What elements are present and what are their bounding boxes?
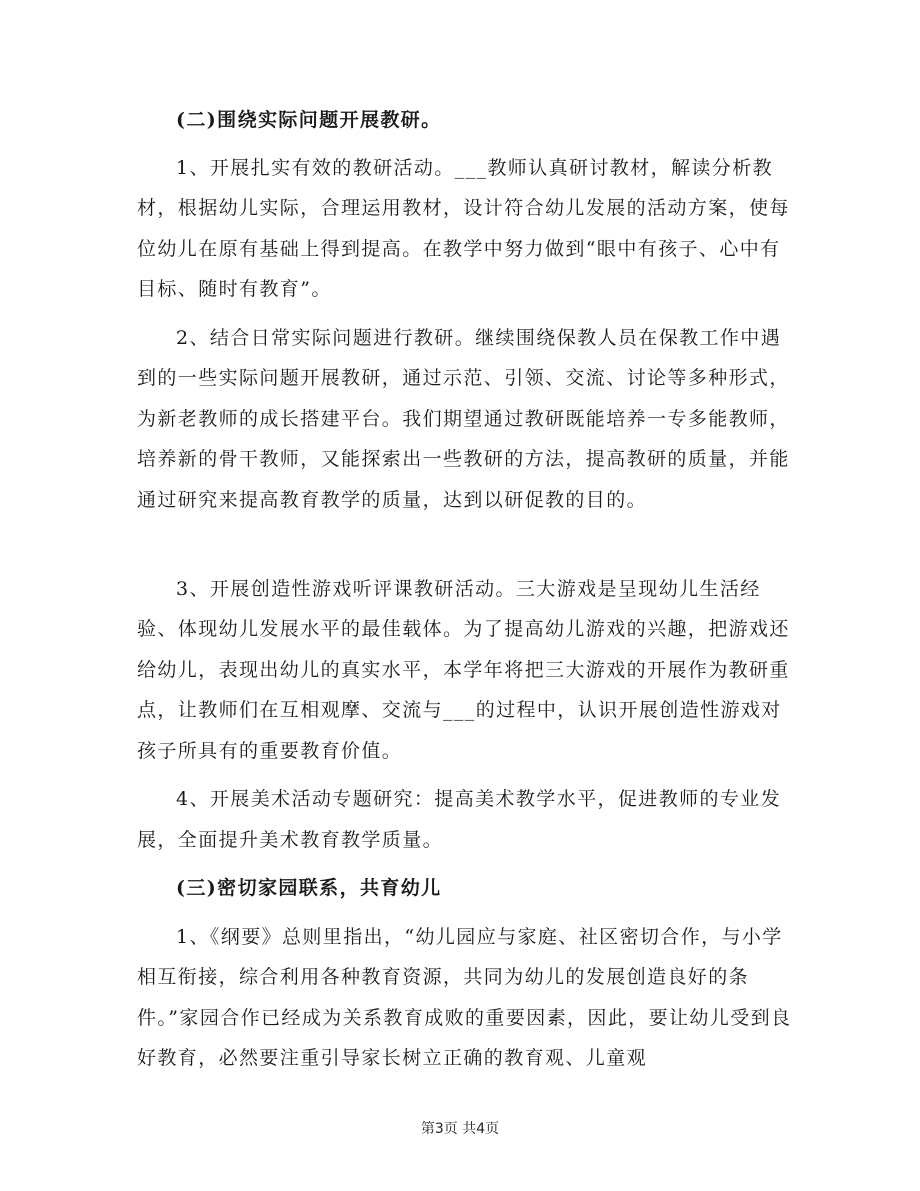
page-number-footer: 第3页 共4页 [420,1121,500,1137]
paragraph-item-3: 3、开展创造性游戏听评课教研活动。三大游戏是呈现幼儿生活经验、体现幼儿发展水平的最佳载体。为了提高幼儿游戏的兴趣，把游戏还给幼儿，表现出幼儿的真实水平，本学年将把三大游戏的开展作为教研重点，让教师们在互相观摩、交流与___的过程中，认识开展创造性游戏对孩子所具有的重要教育价值。 [137,577,790,762]
paragraph-home-school: 1、《纲要》总则里指出，“幼儿园应与家庭、社区密切合作，与小学相互衔接，综合利用各种教育资源，共同为幼儿的发展创造良好的条件。”家园合作已经成为关系教育成败的重要因素，因此，要让幼儿受到良好教育，必然要注重引导家长树立正确的教育观、儿童观 [137,925,792,1069]
document-body [137,100,792,1079]
paragraph-item-4: 4、开展美术活动专题研究：提高美术教学水平，促进教师的专业发展，全面提升美术教育教学质量。 [137,788,782,851]
paragraph-item-1: 1、开展扎实有效的教研活动。___教师认真研讨教材，解读分析教材，根据幼儿实际，合理运用教材，设计符合幼儿发展的活动方案，使每位幼儿在原有基础上得到提高。在教学中努力做到“眼中有孩子、心中有目标、随时有教育”。 [137,156,790,300]
section-heading-3: (三)密切家园联系，共育幼儿 [176,877,442,899]
section-heading-2: (二)围绕实际问题开展教研。 [176,109,442,131]
paragraph-item-2: 2、结合日常实际问题进行教研。继续围绕保教人员在保教工作中遇到的一些实际问题开展教研，通过示范、引领、交流、讨论等多种形式，为新老教师的成长搭建平台。我们期望通过教研既能培养一专多能教师，培养新的骨干教师，又能探索出一些教研的方法，提高教研的质量，并能通过研究来提高教育教学的质量，达到以研促教的目的。 [137,326,790,511]
